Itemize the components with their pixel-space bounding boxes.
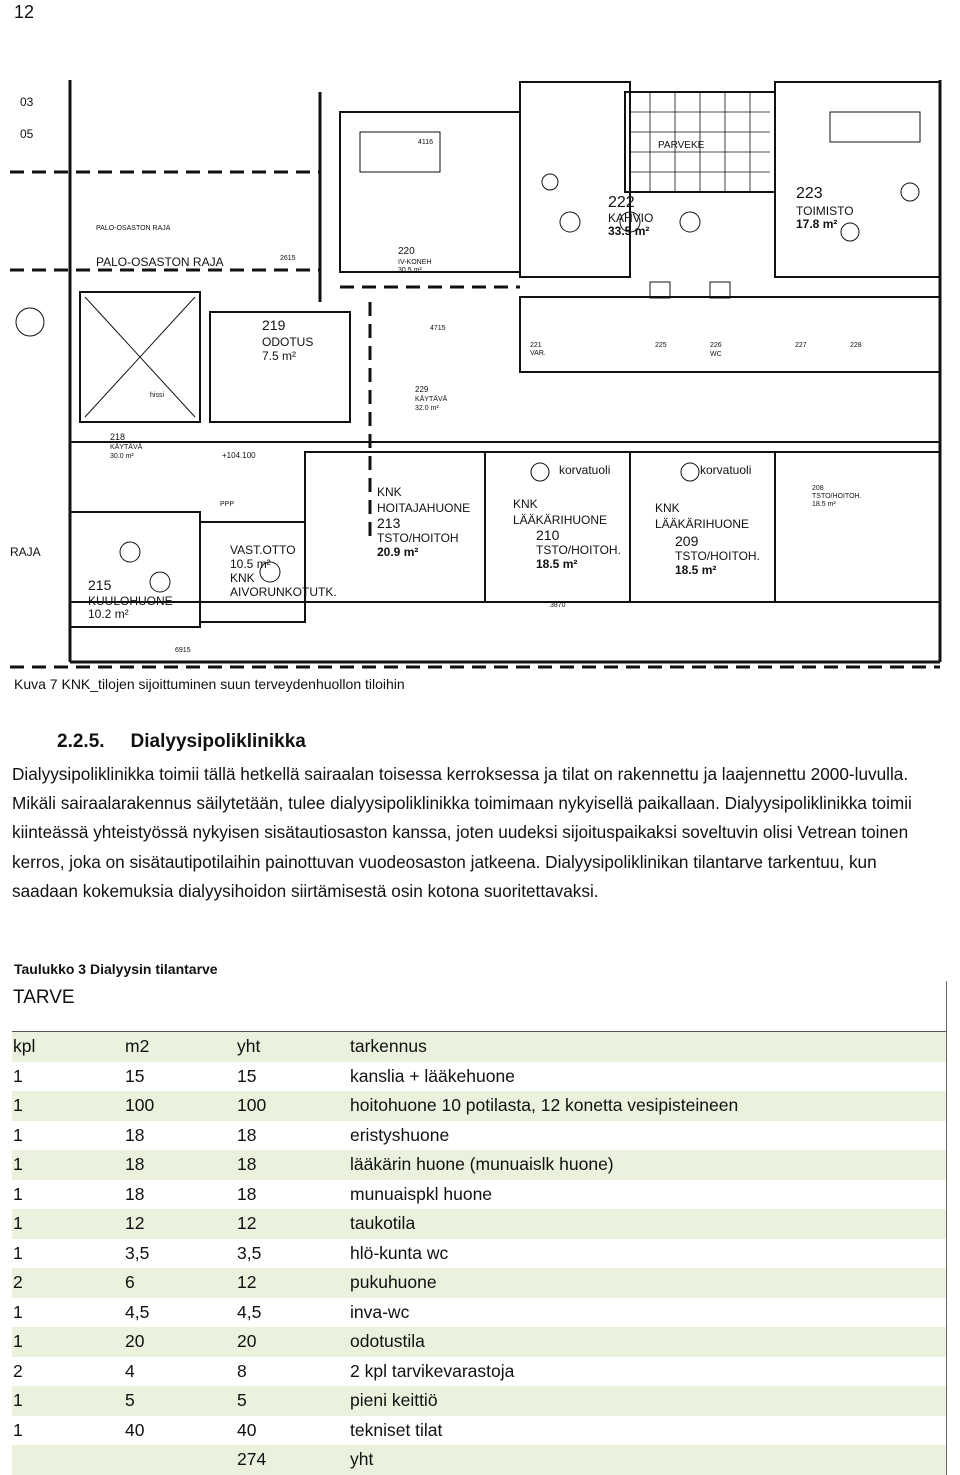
- room-229-number: 229: [415, 385, 429, 394]
- table-row: [12, 1239, 947, 1269]
- cell-yht: 12: [236, 1268, 349, 1298]
- cell-tarkennus: tekniset tilat: [349, 1416, 947, 1446]
- room-220-number: 220: [398, 246, 415, 257]
- fire-boundary-lines: [10, 80, 940, 667]
- table-title: TARVE: [12, 981, 947, 1032]
- room-222-area: 33.5 m²: [608, 224, 650, 238]
- boundary-label: RAJA: [10, 545, 41, 559]
- room-label-hoitajahuone: HOITAJAHUONE: [377, 501, 471, 515]
- cell-yht: 5: [236, 1386, 349, 1416]
- cell-m2: 4,5: [125, 1301, 150, 1322]
- cell-yht: 18: [237, 1124, 257, 1145]
- cell-kpl: 1: [13, 1242, 23, 1263]
- room-label-laakarihuone-2: LÄÄKÄRIHUONE: [655, 517, 750, 531]
- room-223-name: TOIMISTO: [796, 204, 854, 218]
- cell-m2: 3,5: [125, 1242, 150, 1263]
- room-221-name: VAR.: [530, 350, 546, 357]
- room-209-name: TSTO/HOITOH.: [675, 549, 760, 563]
- knk-label-2: KNK: [513, 497, 538, 511]
- table-caption: Taulukko 3 Dialyysin tilantarve: [14, 961, 218, 977]
- room-218-area: 30.0 m²: [110, 453, 134, 460]
- header-yht: yht: [236, 1032, 349, 1062]
- room-label-03: 03: [20, 95, 34, 109]
- cell-m2: 12: [124, 1209, 236, 1239]
- section-number: 2.2.5.: [57, 731, 105, 752]
- cell-tarkennus: pukuhuone: [349, 1268, 947, 1298]
- cell-yht: 12: [236, 1209, 349, 1239]
- room-208-name: TSTO/HOITOH.: [812, 493, 862, 500]
- section-heading: [57, 731, 306, 753]
- space-requirement-table: [12, 981, 947, 1475]
- table-row: [12, 1209, 947, 1239]
- cell-kpl: 1: [12, 1091, 124, 1121]
- dimension-4715: 4715: [430, 325, 446, 332]
- cell-kpl: 1: [13, 1419, 23, 1440]
- room-208-number: 208: [812, 485, 824, 492]
- room-218-name: KÄYTÄVÄ: [110, 444, 143, 451]
- dimension-4116: 4116: [418, 139, 434, 146]
- cell-kpl: 1: [13, 1183, 23, 1204]
- cell-m2: 18: [125, 1124, 145, 1145]
- body-paragraph-container: [12, 760, 947, 906]
- cell-m2: 18: [124, 1150, 236, 1180]
- table-row: [12, 1268, 947, 1298]
- fire-boundary-label-1: PALO-OSASTON RAJA: [96, 225, 171, 232]
- cell-m2: 15: [125, 1065, 145, 1086]
- ppp-label: PPP: [220, 501, 235, 508]
- chair-label-1: korvatuoli: [559, 463, 611, 477]
- room-228-number: 228: [850, 342, 862, 349]
- table-row: [12, 1327, 947, 1357]
- room-220-area: 30.5 m²: [398, 267, 422, 274]
- furniture: [16, 112, 920, 592]
- room-label-aivorunkotutk: AIVORUNKOTUTK.: [230, 585, 337, 599]
- table-row: [12, 1357, 947, 1387]
- room-210-area: 18.5 m²: [536, 557, 578, 571]
- knk-label-3: KNK: [655, 501, 680, 515]
- table-row: [12, 1091, 947, 1121]
- room-208-area: 18.5 m²: [812, 501, 836, 508]
- cell-tarkennus: kanslia + lääkehuone: [349, 1062, 947, 1092]
- cell-yht: 100: [236, 1091, 349, 1121]
- room-223-number: 223: [796, 185, 823, 202]
- table-row: [12, 1180, 947, 1210]
- table-row: [12, 1062, 947, 1092]
- cell-yht: 4,5: [237, 1301, 262, 1322]
- cell-kpl: 2: [12, 1268, 124, 1298]
- cell-m2: 5: [124, 1386, 236, 1416]
- header-tarkennus: tarkennus: [349, 1032, 947, 1062]
- dimension-3870: 3870: [550, 602, 566, 609]
- room-226-number: 226: [710, 342, 722, 349]
- table-title-row: [12, 981, 947, 1032]
- room-229-name: KÄYTÄVÄ: [415, 396, 448, 403]
- table-row: [12, 1416, 947, 1446]
- room-227-number: 227: [795, 342, 807, 349]
- room-label-laakarihuone-1: LÄÄKÄRIHUONE: [513, 513, 608, 527]
- cell-yht: 18: [237, 1183, 257, 1204]
- cell-m2: 6: [124, 1268, 236, 1298]
- room-220-name: IV-KONEH: [398, 259, 432, 266]
- chair-label-2: korvatuoli: [700, 463, 752, 477]
- cell-tarkennus: taukotila: [349, 1209, 947, 1239]
- elevator-label: hissi: [150, 392, 165, 399]
- cell-kpl: 1: [12, 1150, 124, 1180]
- floor-plan-drawing: [10, 72, 950, 672]
- table-row: [12, 1150, 947, 1180]
- cell-tarkennus: inva-wc: [349, 1298, 947, 1328]
- cell-tarkennus: hlö-kunta wc: [349, 1239, 947, 1269]
- cell-tarkennus: munuaispkl huone: [349, 1180, 947, 1210]
- figure-caption: Kuva 7 KNK_tilojen sijoittuminen suun terveydenhuollon tiloihin: [14, 676, 405, 692]
- table-row: [12, 1445, 947, 1475]
- cell-tarkennus: odotustila: [349, 1327, 947, 1357]
- cell-m2: 4: [125, 1360, 135, 1381]
- cell-tarkennus: 2 kpl tarvikevarastoja: [349, 1357, 947, 1387]
- cell-yht: 40: [237, 1419, 257, 1440]
- table-row: [12, 1298, 947, 1328]
- room-219-number: 219: [262, 317, 286, 333]
- cell-kpl: 1: [13, 1301, 23, 1322]
- room-229-area: 32.0 m²: [415, 405, 439, 412]
- header-m2: m2: [124, 1032, 236, 1062]
- table-header-row: [12, 1032, 947, 1062]
- cell-tarkennus: lääkärin huone (munuaislk huone): [349, 1150, 947, 1180]
- cell-yht: 8: [237, 1360, 247, 1381]
- room-219-name: ODOTUS: [262, 335, 314, 349]
- table-row: [12, 1121, 947, 1151]
- room-223-area: 17.8 m²: [796, 217, 838, 231]
- room-label-vast-otto: VAST.OTTO: [230, 543, 296, 557]
- cell-yht: 3,5: [237, 1242, 262, 1263]
- cell-kpl: [12, 1445, 124, 1475]
- room-213-area: 20.9 m²: [377, 545, 419, 559]
- cell-kpl: 1: [12, 1386, 124, 1416]
- interior-walls: [70, 82, 940, 627]
- room-213-name: TSTO/HOITOH: [377, 531, 459, 545]
- cell-tarkennus: pieni keittiö: [349, 1386, 947, 1416]
- room-209-number: 209: [675, 533, 699, 549]
- cell-kpl: 1: [12, 1209, 124, 1239]
- cell-m2: 100: [124, 1091, 236, 1121]
- room-209-area: 18.5 m²: [675, 563, 717, 577]
- cell-kpl: 1: [13, 1124, 23, 1145]
- room-label-05: 05: [20, 127, 34, 141]
- cell-m2: 18: [125, 1183, 145, 1204]
- room-vast-otto-area: 10.5 m²: [230, 557, 271, 571]
- cell-m2: 20: [124, 1327, 236, 1357]
- body-paragraph: Dialyysipoliklinikka toimii tällä hetkellä sairaalan toisessa kerroksessa ja tilat on rakennettu ja laajennettu 2000-luvulla. Mikäli sairaalarakennus säilytetään, tulee dialyysipoliklinikka toimimaan nykyisellä paikallaan. Dialyysipoliklinikka toimii kiinteässä yhteistyössä nykyisen sisätautiosaston kanssa, joten uudeksi sijoituspaikaksi soveltuvin olisi Vetrean toinen kerros, joka on sisätautipotilaihin painottuvan vuodeosaston jatkeena. Dialyysipoliklinikan tilantarve tarkentuu, kun saadaan kokemuksia dialyysihoidon siirtämisestä osin kotona suoritettavaksi.: [12, 764, 912, 901]
- header-kpl: kpl: [12, 1032, 124, 1062]
- cell-yht: 15: [237, 1065, 257, 1086]
- cell-m2: [124, 1445, 236, 1475]
- cell-yht: 18: [236, 1150, 349, 1180]
- cell-tarkennus: yht: [349, 1445, 947, 1475]
- cell-tarkennus: hoitohuone 10 potilasta, 12 konetta vesipisteineen: [349, 1091, 947, 1121]
- dimension-6915: 6915: [175, 647, 191, 654]
- room-210-name: TSTO/HOITOH.: [536, 543, 621, 557]
- room-225-number: 225: [655, 342, 667, 349]
- room-label-parveke: PARVEKE: [658, 140, 705, 151]
- room-wc-label: WC: [710, 351, 722, 358]
- cell-m2: 40: [125, 1419, 145, 1440]
- fire-boundary-label-2: PALO-OSASTON RAJA: [96, 255, 224, 269]
- dimension-2615: 2615: [280, 255, 296, 262]
- room-210-number: 210: [536, 527, 560, 543]
- room-label-kuulohuone: KUULOHUONE: [88, 594, 173, 608]
- cell-kpl: 1: [12, 1327, 124, 1357]
- knk-label-4: KNK: [230, 571, 255, 585]
- knk-label-1: KNK: [377, 485, 402, 499]
- cell-yht: 20: [236, 1327, 349, 1357]
- room-213-number: 213: [377, 515, 401, 531]
- room-219-area: 7.5 m²: [262, 349, 297, 363]
- room-215-number: 215: [88, 577, 112, 593]
- room-222-number: 222: [608, 194, 635, 211]
- section-title: Dialyysipoliklinikka: [130, 731, 306, 752]
- page-number: 12: [14, 2, 35, 22]
- room-kuulohuone-area: 10.2 m²: [88, 607, 129, 621]
- table-row: [12, 1386, 947, 1416]
- room-221-number: 221: [530, 342, 542, 349]
- cell-yht: 274: [236, 1445, 349, 1475]
- cell-tarkennus: eristyshuone: [349, 1121, 947, 1151]
- elevator-shaft: [85, 297, 195, 417]
- elevation-mark: +104.100: [222, 451, 256, 460]
- room-218-number: 218: [110, 432, 126, 442]
- cell-kpl: 1: [13, 1065, 23, 1086]
- room-222-name: KAHVIO: [608, 211, 654, 225]
- cell-kpl: 2: [13, 1360, 23, 1381]
